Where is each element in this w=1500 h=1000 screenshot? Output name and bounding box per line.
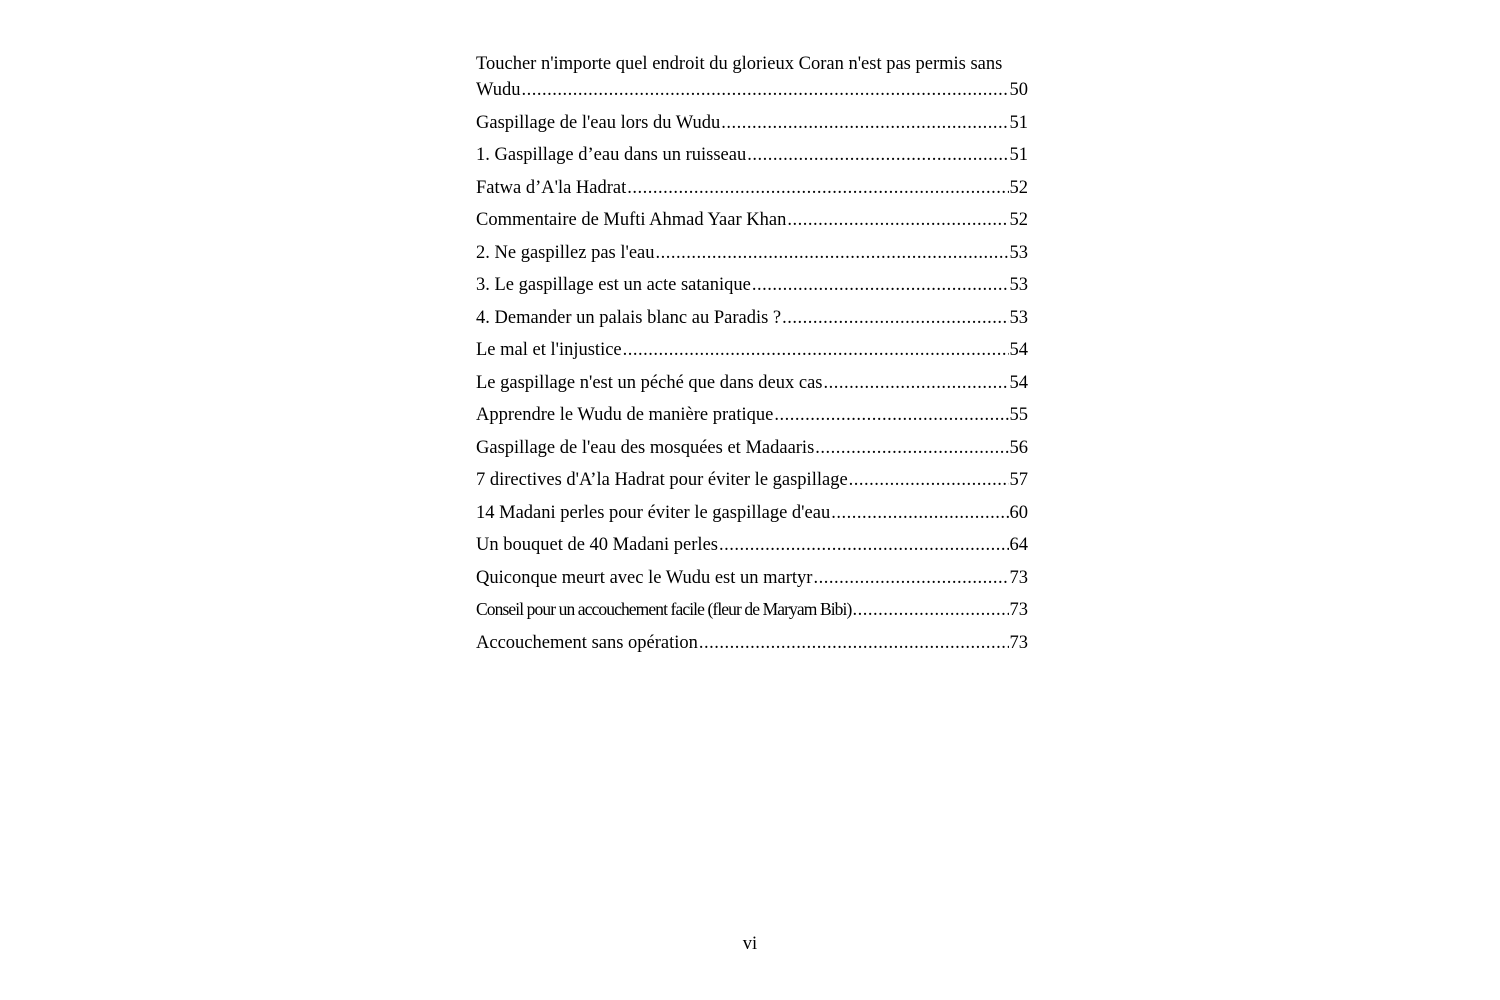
toc-entry — [476, 200, 1028, 233]
toc-entry — [476, 362, 1028, 395]
toc-entry-title: Fatwa d’A'la Hadrat — [476, 177, 627, 198]
dot-leader — [774, 403, 1008, 427]
dot-leader — [824, 371, 1009, 395]
toc-entry — [476, 590, 1028, 623]
dot-leader — [831, 501, 1008, 525]
toc-entry-page: 50 — [1009, 80, 1028, 100]
dot-leader — [627, 176, 1008, 200]
dot-leader — [852, 598, 1008, 622]
dot-leader — [787, 208, 1008, 232]
toc-entry-title: Apprendre le Wudu de manière pratique — [476, 405, 774, 425]
dot-leader — [521, 78, 1008, 102]
toc-entry — [476, 43, 1028, 102]
toc-entry-page: 52 — [1009, 177, 1028, 198]
toc-entry-page: 55 — [1009, 405, 1028, 425]
toc-entry-page: 73 — [1009, 600, 1028, 620]
dot-leader — [849, 468, 1009, 492]
toc-entry-page: 53 — [1009, 275, 1028, 295]
toc-entry-page: 54 — [1009, 372, 1028, 393]
toc-entry-page: 52 — [1009, 210, 1028, 230]
toc-entry — [476, 265, 1028, 298]
dot-leader — [815, 436, 1008, 460]
toc-entry-page: 53 — [1009, 242, 1028, 263]
dot-leader — [719, 533, 1009, 557]
page-number: vi — [742, 934, 758, 954]
toc-entry-title: Quiconque meurt avec le Wudu est un martyr — [476, 567, 813, 588]
dot-leader — [747, 143, 1008, 167]
dot-leader — [752, 273, 1009, 297]
toc-entry-title: Gaspillage de l'eau des mosquées et Madaaris — [476, 437, 815, 458]
toc-entry-title: Gaspillage de l'eau lors du Wudu — [476, 112, 721, 133]
toc-entry-page: 73 — [1009, 632, 1028, 653]
dot-leader — [623, 338, 1009, 362]
toc-entry-page: 60 — [1009, 502, 1028, 523]
toc-entry — [476, 395, 1028, 428]
toc-entry-page: 73 — [1009, 567, 1028, 588]
toc-entry — [476, 525, 1028, 558]
toc-entry-title: 2. Ne gaspillez pas l'eau — [476, 242, 655, 263]
table-of-contents — [476, 43, 1028, 655]
toc-entry-title: 1. Gaspillage d’eau dans un ruisseau — [476, 145, 747, 165]
toc-entry — [476, 102, 1028, 135]
toc-entry — [476, 427, 1028, 460]
toc-entry-page: 51 — [1009, 145, 1028, 165]
toc-entry-page: 53 — [1009, 307, 1028, 328]
toc-entry — [476, 492, 1028, 525]
toc-entry — [476, 167, 1028, 200]
toc-entry-title: Wudu — [476, 80, 521, 100]
toc-entry — [476, 330, 1028, 363]
toc-entry-title: Accouchement sans opération — [476, 632, 698, 653]
toc-entry-page: 57 — [1009, 470, 1028, 490]
toc-entry-title: Commentaire de Mufti Ahmad Yaar Khan — [476, 210, 787, 230]
dot-leader — [813, 566, 1008, 590]
toc-entry-page: 51 — [1009, 112, 1028, 133]
toc-entry-title: 4. Demander un palais blanc au Paradis ? — [476, 307, 782, 328]
toc-entry-title: Conseil pour un accouchement facile (fleur de Maryam Bibi) — [476, 599, 852, 619]
toc-entry — [476, 622, 1028, 655]
toc-entry-title-line1: Toucher n'importe quel endroit du glorieux Coran n'est pas permis sans — [476, 54, 1003, 74]
toc-entry-page: 56 — [1009, 437, 1028, 458]
toc-entry-title: Le mal et l'injustice — [476, 340, 622, 360]
dot-leader — [699, 631, 1009, 655]
toc-entry-page: 54 — [1009, 340, 1028, 360]
toc-entry-title: 14 Madani perles pour éviter le gaspillage d'eau — [476, 502, 831, 523]
toc-entry-title: Un bouquet de 40 Madani perles — [476, 535, 718, 555]
toc-entry — [476, 460, 1028, 493]
toc-entry-title: 7 directives d'A’la Hadrat pour éviter le gaspillage — [476, 470, 848, 490]
dot-leader — [721, 111, 1008, 135]
toc-entry — [476, 135, 1028, 168]
toc-entry-title: 3. Le gaspillage est un acte satanique — [476, 275, 751, 295]
dot-leader — [656, 241, 1009, 265]
toc-entry — [476, 232, 1028, 265]
toc-entry — [476, 297, 1028, 330]
toc-entry-title: Le gaspillage n'est un péché que dans deux cas — [476, 372, 823, 393]
toc-entry-page: 64 — [1009, 535, 1028, 555]
dot-leader — [782, 306, 1008, 330]
toc-entry — [476, 557, 1028, 590]
